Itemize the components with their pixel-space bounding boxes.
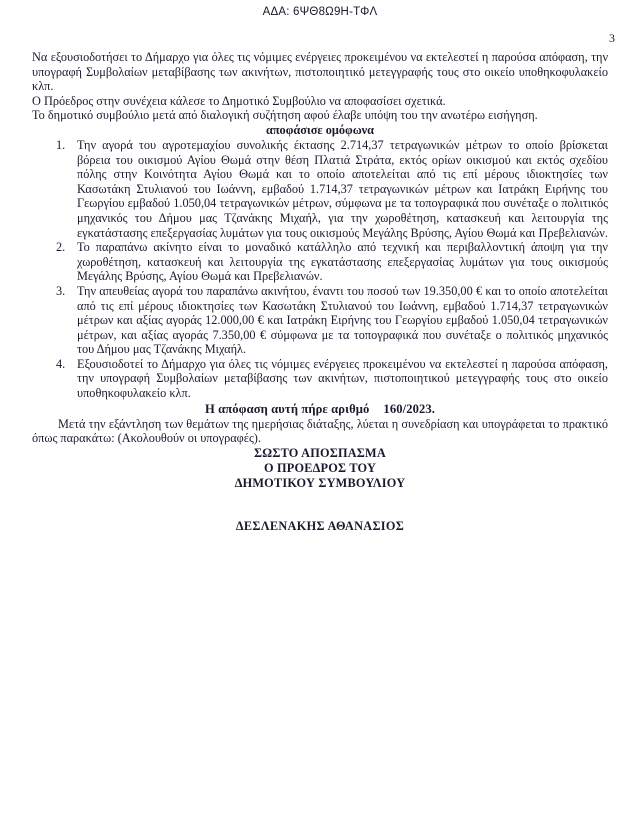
intro-paragraph-3: Το δημοτικό συμβούλιο μετά από διαλογική συζήτηση αφού έλαβε υπόψη του την ανωτέρω εισήγηση. xyxy=(32,108,538,123)
signature-line-3: ΔΗΜΟΤΙΚΟΥ ΣΥΜΒΟΥΛΙΟΥ xyxy=(234,475,406,490)
unanimous-decision-heading: αποφάσισε ομόφωνα xyxy=(265,122,375,137)
decision-number-prefix: Η απόφαση αυτή πήρε αριθμό xyxy=(204,401,370,416)
decision-item-2: Το παραπάνω ακίνητο είναι το μοναδικό κατάλληλο από τεχνική και περιβαλλοντική άποψη για την χωροθέτηση, κατασκευή και λειτουργία της εγκατάστασης επεξεργασίας λυμάτων για τους οικισμούς Μεγάλης Βρύσης, Αγίου Θωμά και Πρεβελιανών. xyxy=(77,240,608,284)
decisions-list xyxy=(32,138,608,401)
decision-number-value: 160/2023. xyxy=(383,401,436,416)
decision-number-line xyxy=(32,401,608,417)
signature-line-2: Ο ΠΡΟΕΔΡΟΣ ΤΟΥ xyxy=(263,460,377,475)
signature-line-1: ΣΩΣΤΟ ΑΠΟΣΠΑΣΜΑ xyxy=(254,445,386,460)
ada-reference-number: ΑΔΑ: 6ΨΘ8Ω9Η-ΤΦΛ xyxy=(262,6,378,18)
decision-item-1: Την αγορά του αγροτεμαχίου συνολικής έκτασης 2.714,37 τετραγωνικών μέτρων το οποίο βρίσκεται βόρεια του οικισμού Αγίου Θωμά στην θέση Πλατιά Στράτα, εκτός ορίων οικισμού και εκτός σχεδίου πόλης στην Κοινότητα Αγίου Θωμά και το οποίο αποτελείται από τις επί μέρους ιδιοκτησίες των Κασωτάκη Στυλιανού του Ιωάννη, εμβαδού 1.714,37 τετραγωνικών μέτρων και Ιατράκη Ειρήνης του Γεωργίου εμβαδού 1.050,04 τετραγωνικών μέτρων, σύμφωνα με τα τοπογραφικά που συνέταξε ο πολιτικός μηχανικός του Δήμου μας Τζανάκης Μιχαήλ, για την χωροθέτηση, κατασκευή και λειτουργία της εγκατάστασης επεξεργασίας λυμάτων για τους οικισμούς Μεγάλης Βρύσης, Αγίου Θωμά και Πρεβελιανών. xyxy=(77,137,608,240)
closing-paragraph: Μετά την εξάντληση των θεμάτων της ημερήσιας διάταξης, λύεται η συνεδρίαση και υπογράφεται το πρακτικό όπως παρακάτω: (Ακολουθούν οι υπογραφές). xyxy=(32,416,608,446)
decision-item-3: Την απευθείας αγορά του παραπάνω ακινήτου, έναντι του ποσού των 19.350,00 € και το οποίο αποτελείται από τις επί μέρους ιδιοκτησίες των Κασωτάκη Στυλιανού του Ιωάννη, εμβαδού 1.714,37 τετραγωνικών μέτρων και αξίας αγοράς 12.000,00 € και Ιατράκη Ειρήνης του Γεωργίου εμβαδού 1.050,04 τετραγωνικών μέτρων, και αξίας αγοράς 7.350,00 € σύμφωνα με τα τοπογραφικά που συνέταξε ο πολιτικός μηχανικός του Δήμου μας Τζανάκης Μιχαήλ. xyxy=(77,283,608,357)
decision-item-4: Εξουσιοδοτεί το Δήμαρχο για όλες τις νόμιμες ενέργειες προκειμένου να εκτελεστεί η παρούσα απόφαση, την υπογραφή Συμβολαίων μεταβίβασης των ακινήτων, πιστοποιητικού μετεγγραφής τους στο οικείο υποθηκοφυλακείο κλπ. xyxy=(77,356,608,401)
intro-paragraph-1: Να εξουσιοδοτήσει το Δήμαρχο για όλες τις νόμιμες ενέργειες προκειμένου να εκτελεστεί η παρούσα απόφαση, την υπογραφή Συμβολαίων μεταβίβασης των ακινήτων, πιστοποιητικό μετεγγραφής τους στο οικείο υποθηκοφυλακείο κλπ. xyxy=(32,50,608,94)
signatory-name: ΔΕΣΛΕΝΑΚΗΣ ΑΘΑΝΑΣΙΟΣ xyxy=(235,518,405,533)
signature-block xyxy=(32,446,608,491)
page-number: 3 xyxy=(609,31,615,45)
document-body xyxy=(32,50,608,533)
intro-paragraph-2: Ο Πρόεδρος στην συνέχεια κάλεσε το Δημοτικό Συμβούλιο να αποφασίσει σχετικά. xyxy=(32,93,446,108)
